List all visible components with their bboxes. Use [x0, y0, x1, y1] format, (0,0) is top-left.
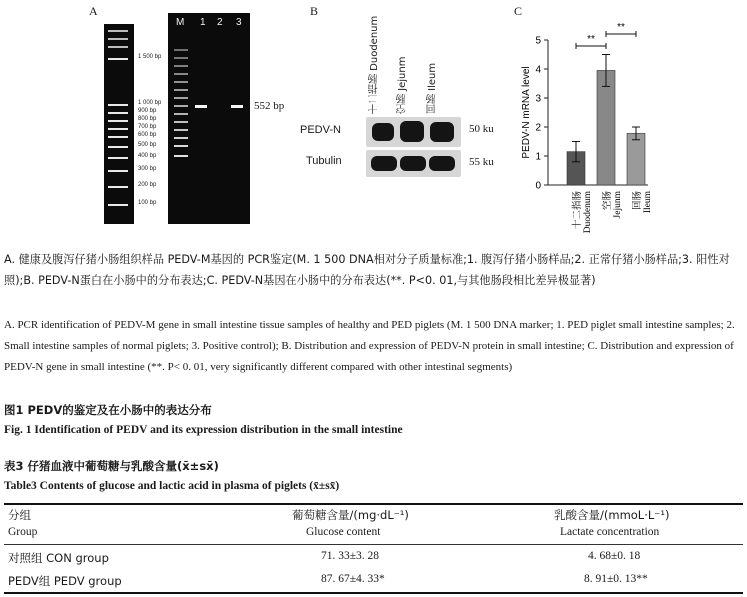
- ladder-gel: [104, 24, 134, 224]
- ladder-label: 700 bp: [138, 124, 157, 130]
- table-title-en: Table3 Contents of glucose and lactic acid in plasma of piglets (x̄±sx̄): [4, 480, 340, 492]
- header-glucose-en: Glucose content: [306, 526, 381, 538]
- wb-size-pedv: 50 ku: [469, 123, 494, 135]
- ladder-band: [108, 146, 128, 148]
- x-tick-label: Ileum: [643, 191, 653, 214]
- panel-c-letter: C: [514, 4, 523, 18]
- lane-label: 1: [200, 17, 206, 28]
- table-row-pedv-glucose: 87. 67±4. 33*: [321, 573, 385, 585]
- header-group-cn: 分组: [8, 508, 31, 522]
- ladder-label: 300 bp: [138, 166, 157, 172]
- ladder-label: 800 bp: [138, 116, 157, 122]
- ladder-band: [108, 120, 128, 122]
- bar: [597, 70, 615, 185]
- x-tick-label: 空肠: [602, 191, 613, 211]
- wb-band-pedv-duodenum: [372, 123, 394, 141]
- wb-band-pedv-jejunum: [400, 121, 424, 142]
- ladder-band: [108, 58, 128, 60]
- marker-lane-band: [174, 121, 188, 123]
- ladder-band: [108, 170, 128, 172]
- ladder-label: 900 bp: [138, 108, 157, 114]
- marker-lane-band: [174, 57, 188, 59]
- ladder-label: 100 bp: [138, 200, 157, 206]
- marker-lane-band: [174, 89, 188, 91]
- marker-lane-band: [174, 113, 188, 115]
- table-header-rule: [4, 544, 743, 545]
- wb-row-label-pedv: PEDV-N: [300, 124, 341, 136]
- table-bottom-rule: [4, 592, 743, 594]
- ladder-label: 1 000 bp: [138, 100, 162, 106]
- ladder-label: 600 bp: [138, 132, 157, 138]
- header-lactate-en: Lactate concentration: [560, 526, 660, 538]
- header-group-en: Group: [8, 526, 38, 538]
- wb-band-pedv-ileum: [430, 122, 454, 142]
- y-tick-label: 2: [535, 122, 541, 134]
- ladder-band: [108, 30, 128, 32]
- ladder-label: 500 bp: [138, 142, 157, 148]
- ladder-band: [108, 204, 128, 206]
- ladder-label: 200 bp: [138, 182, 157, 188]
- header-glucose-cn: 葡萄糖含量/(mg·dL⁻¹): [292, 508, 409, 522]
- ladder-band: [108, 186, 128, 188]
- ladder-label: 1 500 bp: [138, 54, 162, 60]
- marker-lane-band: [174, 105, 188, 107]
- figure-title-cn: 图1 PEDV的鉴定及在小肠中的表达分布: [4, 403, 212, 417]
- ladder-band: [108, 112, 128, 114]
- table-row-con-glucose: 71. 33±3. 28: [321, 550, 380, 562]
- y-tick-label: 4: [535, 64, 541, 76]
- ladder-band: [108, 38, 128, 40]
- figure-title-en: Fig. 1 Identification of PEDV and its expression distribution in the small intestine: [4, 424, 403, 436]
- wb-row-label-tubulin: Tubulin: [306, 155, 342, 167]
- panel-a-letter: A: [89, 4, 98, 18]
- figure-caption-en: A. PCR identification of PEDV-M gene in small intestine tissue samples of healthy and PED piglets (M. 1 500 DNA marker; 1. PED piglet small intestine samples; 2. Small intestine samples of normal piglets; 3. Positive control); B. Distribution and expression of PEDV-N protein in small intestine; C. Distribution and expression of PEDV-N gene in small intestine (**. P< 0. 01, very significantly different compared with other intestinal segments): [4, 319, 735, 373]
- y-axis-label: PEDV-N mRNA level: [521, 66, 532, 159]
- ladder-label: 400 bp: [138, 153, 157, 159]
- band-size-label: 552 bp: [254, 100, 285, 112]
- marker-lane-band: [174, 97, 188, 99]
- table-top-rule: [4, 503, 743, 505]
- wb-strip-pedv: [366, 117, 461, 147]
- wb-strip-tubulin: [366, 150, 461, 177]
- ladder-band: [108, 46, 128, 48]
- table-row-pedv-lactate: 8. 91±0. 13**: [584, 573, 648, 585]
- x-tick-label: 十二指肠: [572, 191, 583, 230]
- wb-column-label: 十二指肠 Duodenum: [369, 15, 380, 114]
- wb-column-label: 空肠 Jejunm: [397, 56, 408, 114]
- x-tick-label: Duodenum: [583, 191, 593, 234]
- significance-label: **: [587, 34, 595, 45]
- ladder-band: [108, 157, 128, 159]
- ladder-band: [108, 104, 128, 106]
- wb-band-tubulin-duodenum: [371, 156, 397, 171]
- marker-lane-band: [174, 155, 188, 157]
- x-tick-label: Jejunm: [613, 191, 623, 219]
- y-tick-label: 5: [535, 35, 541, 47]
- y-tick-label: 1: [535, 151, 541, 163]
- wb-band-tubulin-ileum: [429, 156, 455, 171]
- figure-caption-cn: A. 健康及腹泻仔猪小肠组织样品 PEDV-M基因的 PCR鉴定(M. 1 500 DNA相对分子质量标准;1. 腹泻仔猪小肠样品;2. 正常仔猪小肠样品;3. 阳性对照);B. PEDV-N蛋白在小肠中的分布表达;C. PEDV-N基因在小肠中的分布表达(**. P<0. 01,与其他肠段相比差异极显著): [4, 253, 730, 287]
- ladder-band: [108, 128, 128, 130]
- table-row-con-lactate: 4. 68±0. 18: [588, 550, 641, 562]
- sample-gel: [168, 13, 250, 224]
- marker-lane-band: [174, 137, 188, 139]
- table-row-pedv-group: PEDV组 PEDV group: [8, 574, 122, 588]
- x-tick-label: 回肠: [632, 191, 643, 211]
- marker-lane-band: [174, 145, 188, 147]
- marker-lane-band: [174, 49, 188, 51]
- wb-size-tubulin: 55 ku: [469, 156, 494, 168]
- lane-label: 3: [236, 17, 242, 28]
- y-tick-label: 0: [535, 180, 541, 192]
- header-lactate-cn: 乳酸含量/(mmoL·L⁻¹): [554, 508, 670, 522]
- lane-label: M: [176, 17, 185, 28]
- lane-1-band: [195, 105, 207, 108]
- marker-lane-band: [174, 81, 188, 83]
- marker-lane-band: [174, 65, 188, 67]
- ladder-band: [108, 136, 128, 138]
- wb-column-label: 回肠 Ileum: [427, 62, 438, 114]
- wb-band-tubulin-jejunum: [400, 156, 426, 171]
- table-title-cn: 表3 仔猪血液中葡萄糖与乳酸含量(x̄±sx̄): [4, 459, 219, 473]
- panel-b-letter: B: [310, 4, 319, 18]
- y-tick-label: 3: [535, 93, 541, 105]
- lane-label: 2: [217, 17, 223, 28]
- lane-3-band: [231, 105, 243, 108]
- marker-lane-band: [174, 73, 188, 75]
- bar: [627, 133, 645, 185]
- table-row-con-group: 对照组 CON group: [8, 551, 109, 565]
- mrna-bar-chart: [515, 10, 675, 250]
- marker-lane-band: [174, 129, 188, 131]
- significance-label: **: [617, 22, 625, 33]
